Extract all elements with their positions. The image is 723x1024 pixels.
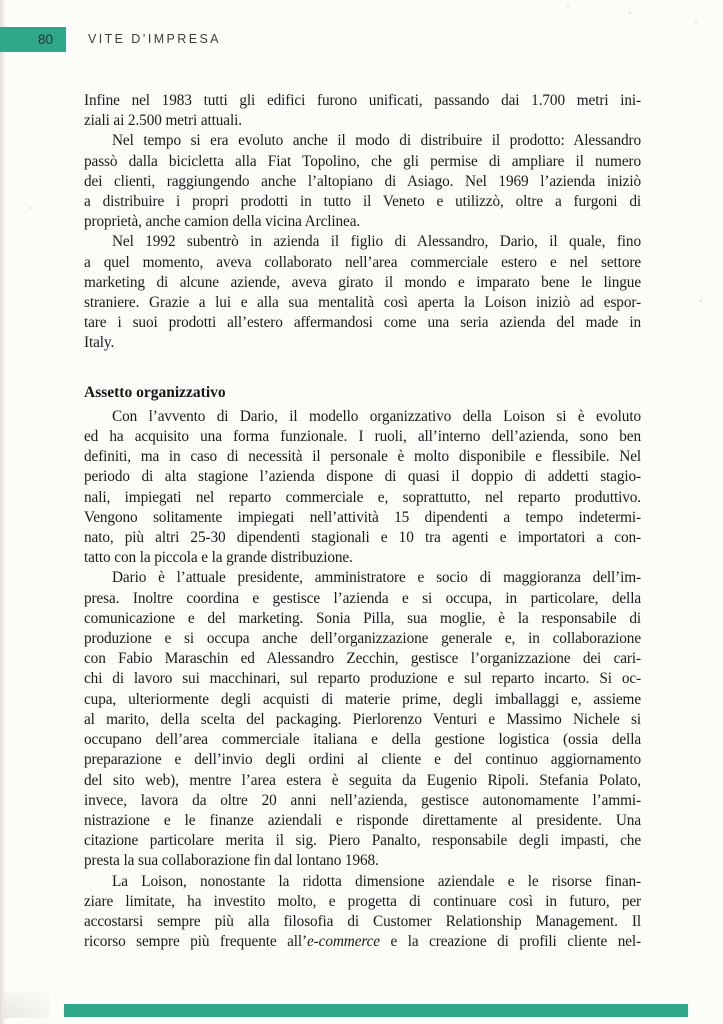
text-line: nistrazione e le finanze aziendali e risponde direttamente al presidente. Una [84, 811, 641, 829]
text-line: proprietà, anche camion della vicina Arclinea. [84, 213, 361, 231]
text-line: straniere. Grazie a lui e alla sua mentalità così aperta la Loison iniziò ad espor- [84, 294, 641, 312]
text-line: comunicazione e del marketing. Sonia Pilla, sua moglie, è la responsabile di [84, 609, 641, 627]
text-line: con Fabio Maraschin ed Alessandro Zecchin, gestisce l’organizzazione dei cari- [84, 650, 641, 668]
text-line: Nel 1992 subentrò in azienda il figlio di Alessandro, Dario, il quale, fino [112, 233, 641, 251]
text-line: La Loison, nonostante la ridotta dimensione aziendale e le risorse finan- [112, 872, 641, 890]
text-line: citazione particolare merita il sig. Piero Panalto, responsabile degli impasti, che [84, 832, 641, 850]
text-line: passò dalla bicicletta alla Fiat Topolino, che gli permise di ampliare il numero [84, 152, 641, 170]
text-line: ed ha acquisito una forma funzionale. I ruoli, all’interno dell’azienda, sono ben [84, 428, 641, 446]
text-line: a quel momento, aveva collaborato nell’area commerciale estero e nel settore [84, 253, 641, 271]
text-line: ricorso sempre più frequente all’e-commerce e la creazione di profili cliente nel- [84, 933, 641, 951]
text-line: occupano dell’area commerciale italiana e della gestione logistica (ossia della [84, 731, 641, 749]
text-line: accostarsi sempre più alla filosofia di Customer Relationship Management. Il [84, 912, 641, 930]
text-line: Infine nel 1983 tutti gli edifici furono unificati, passando dai 1.700 metri ini- [84, 92, 641, 109]
text-line: nato, più altri 25-30 dipendenti stagionali e 10 tra agenti e importatori a con- [84, 529, 641, 547]
scan-smudge-bottom-left [4, 992, 50, 1018]
scan-speck [700, 300, 702, 302]
text-line: del sito web), mentre l’area estera è seguita da Eugenio Ripoli. Stefania Polato, [84, 771, 641, 789]
text-line: Italy. [84, 334, 115, 352]
text-line: ziare limitate, ha investito molto, e progetta di continuare così in futuro, per [84, 892, 641, 910]
scan-speck [29, 207, 31, 209]
text-line: cupa, ulteriormente degli acquisti di materie prime, degli imballaggi e, assieme [84, 690, 641, 708]
page-number-box [0, 27, 66, 52]
text-line: a distribuire i propri prodotti in tutto il Veneto e utilizzò, oltre a furgoni di [84, 193, 641, 211]
paragraph [84, 91, 641, 131]
text-line: ziali ai 2.500 metri attuali. [84, 112, 242, 130]
text-block [84, 91, 641, 952]
text-line: periodo di alta stagione l’azienda dispone di quasi il doppio di addetti stagio- [84, 468, 641, 486]
text-line: definiti, ma in caso di necessità il personale è molto disponibile e flessibile. Nel [84, 448, 641, 466]
scan-speck [695, 21, 697, 23]
paragraph [84, 232, 641, 353]
text-line: nali, impiegati nel reparto commerciale e, soprattutto, nel reparto produttivo. [84, 488, 641, 506]
text-line: produzione e si occupa anche dell’organizzazione generale e, in collaborazione [84, 630, 641, 648]
scan-edge-left [0, 0, 6, 1024]
section-heading: Assetto organizzativo [84, 383, 226, 401]
text-line: al marito, della scelta del packaging. Pierlorenzo Venturi e Massimo Nichele si [84, 710, 641, 728]
text-line: invece, lavora da oltre 20 anni nell’azienda, gestisce autonomamente l’ammi- [84, 791, 641, 809]
text-line: marketing di alcune aziende, aveva girato il mondo e imparato bene le lingue [84, 273, 641, 291]
scan-speck [567, 5, 569, 7]
page-number: 80 [37, 32, 53, 47]
running-header-title: VITE D’IMPRESA [88, 32, 221, 46]
text-line: Vengono solitamente impiegati nell’attività 15 dipendenti a tempo indetermi- [84, 508, 641, 526]
scan-speck [629, 12, 631, 14]
text-line: dei clienti, raggiungendo anche l’altopiano di Asiago. Nel 1969 l’azienda iniziò [84, 172, 641, 190]
text-line: Dario è l’attuale presidente, amministratore e socio di maggioranza dell’im- [112, 569, 641, 587]
text-line: Nel tempo si era evoluto anche il modo di distribuire il prodotto: Alessandro [112, 132, 641, 150]
text-line: preparazione e dell’invio degli ordini al cliente e del continuo aggiornamento [84, 751, 641, 769]
text-line: tatto con la piccola e la grande distribuzione. [84, 549, 353, 567]
text-line: presa. Inoltre coordina e gestisce l’azienda e si occupa, in particolare, della [84, 589, 641, 607]
text-line: tare i suoi prodotti all’estero affermandosi come una seria azienda del made in [84, 314, 641, 332]
text-line: Con l’avvento di Dario, il modello organizzativo della Loison si è evoluto [112, 407, 641, 425]
paragraph [84, 407, 641, 569]
footer-accent-bar [64, 1004, 688, 1017]
paragraph [84, 568, 641, 871]
text-line: presta la sua collaborazione fin dal lontano 1968. [84, 852, 379, 870]
paragraph [84, 872, 641, 953]
paragraph [84, 131, 641, 232]
text-line: chi di lavoro sui macchinari, sul reparto produzione e sul reparto incarto. Si oc- [84, 670, 641, 688]
